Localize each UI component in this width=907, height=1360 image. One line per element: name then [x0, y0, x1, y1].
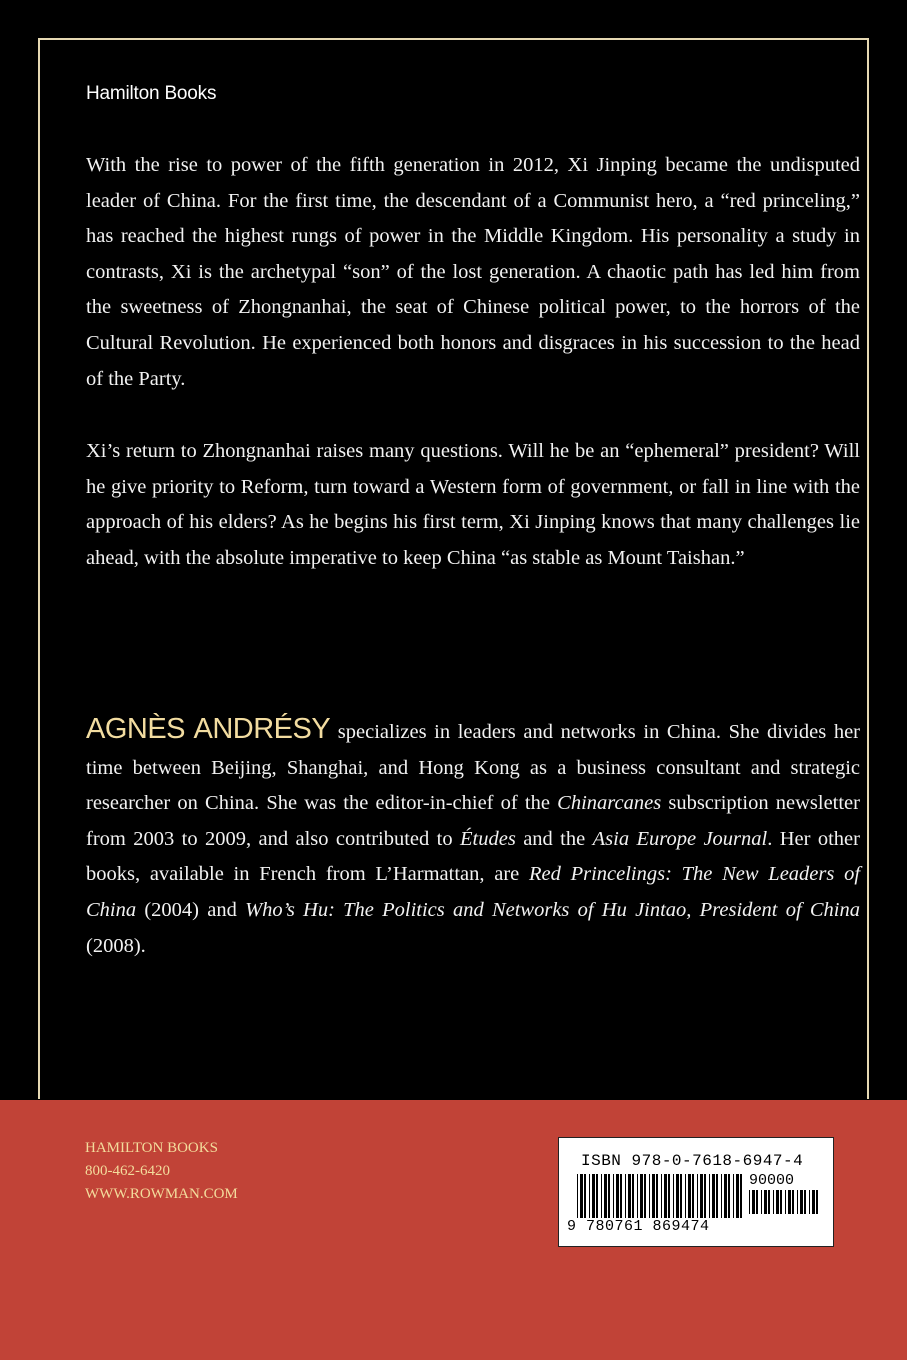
- blurb-paragraph-2: Xi’s return to Zhongnanhai raises many questions. Will he be an “ephemeral” president? Will he give priority to Reform, turn toward a Western form of government, or fall in line with the approach of his elders? As he begins his first term, Xi Jinping knows that many challenges lie ahead, with the absolute imperative to keep China “as stable as Mount Taishan.”: [86, 440, 860, 569]
- contact-phone: 800-462-6420: [85, 1163, 170, 1179]
- barcode-addon-bars-icon: [749, 1190, 821, 1214]
- barcode-bars-icon: [577, 1174, 745, 1218]
- barcode-addon-number: 90000: [749, 1172, 795, 1189]
- publisher-contact: [85, 1137, 385, 1206]
- isbn-text: ISBN 978-0-7618-6947-4: [581, 1152, 804, 1170]
- bio-title-italic: Chinarcanes: [557, 792, 662, 815]
- barcode-digits: 9 780761 869474: [567, 1218, 710, 1235]
- bio-text: specializes in leaders and networks in China. She divides her time between Beijing, Shanghai, and Hong Kong as a business consultant and strategic researcher on China. She was the editor-in-chief of the: [86, 721, 860, 815]
- publisher-label: Hamilton Books: [86, 83, 217, 104]
- isbn-barcode: [558, 1137, 834, 1247]
- bio-text: and the: [515, 827, 593, 850]
- bio-text: (2008).: [86, 934, 146, 957]
- contact-website: WWW.ROWMAN.COM: [85, 1186, 238, 1202]
- author-name: AGNÈS ANDRÉSY: [86, 713, 331, 745]
- bio-title-italic: Who’s Hu: The Politics and Networks of Hu Jintao, President of China: [245, 898, 860, 921]
- bio-text: subscription newsletter from 2003 to 2009, and also contributed to: [86, 792, 860, 850]
- bio-title-italic: Études: [460, 827, 516, 850]
- bio-title-italic: Asia Europe Journal: [592, 827, 768, 850]
- bio-text: . Her other books, available in French from L’Harmattan, are: [86, 827, 860, 886]
- contact-publisher: HAMILTON BOOKS: [85, 1140, 218, 1156]
- author-bio: [86, 712, 860, 964]
- bio-title-italic: Red Princelings: The New Leaders of China: [86, 863, 861, 921]
- bio-text: (2004) and: [136, 898, 246, 921]
- blurb-paragraph-1: With the rise to power of the fifth generation in 2012, Xi Jinping became the undisputed leader of China. For the first time, the descendant of a Communist hero, a “red princeling,” has reached the highest rungs of power in the Middle Kingdom. His personality a study in contrasts, Xi is the archetypal “son” of the lost generation. A chaotic path has led him from the sweetness of Zhongnanhai, the seat of Chinese political power, to the horrors of the Cultural Revolution. He experienced both honors and disgraces in his succession to the head of the Party.: [86, 154, 860, 390]
